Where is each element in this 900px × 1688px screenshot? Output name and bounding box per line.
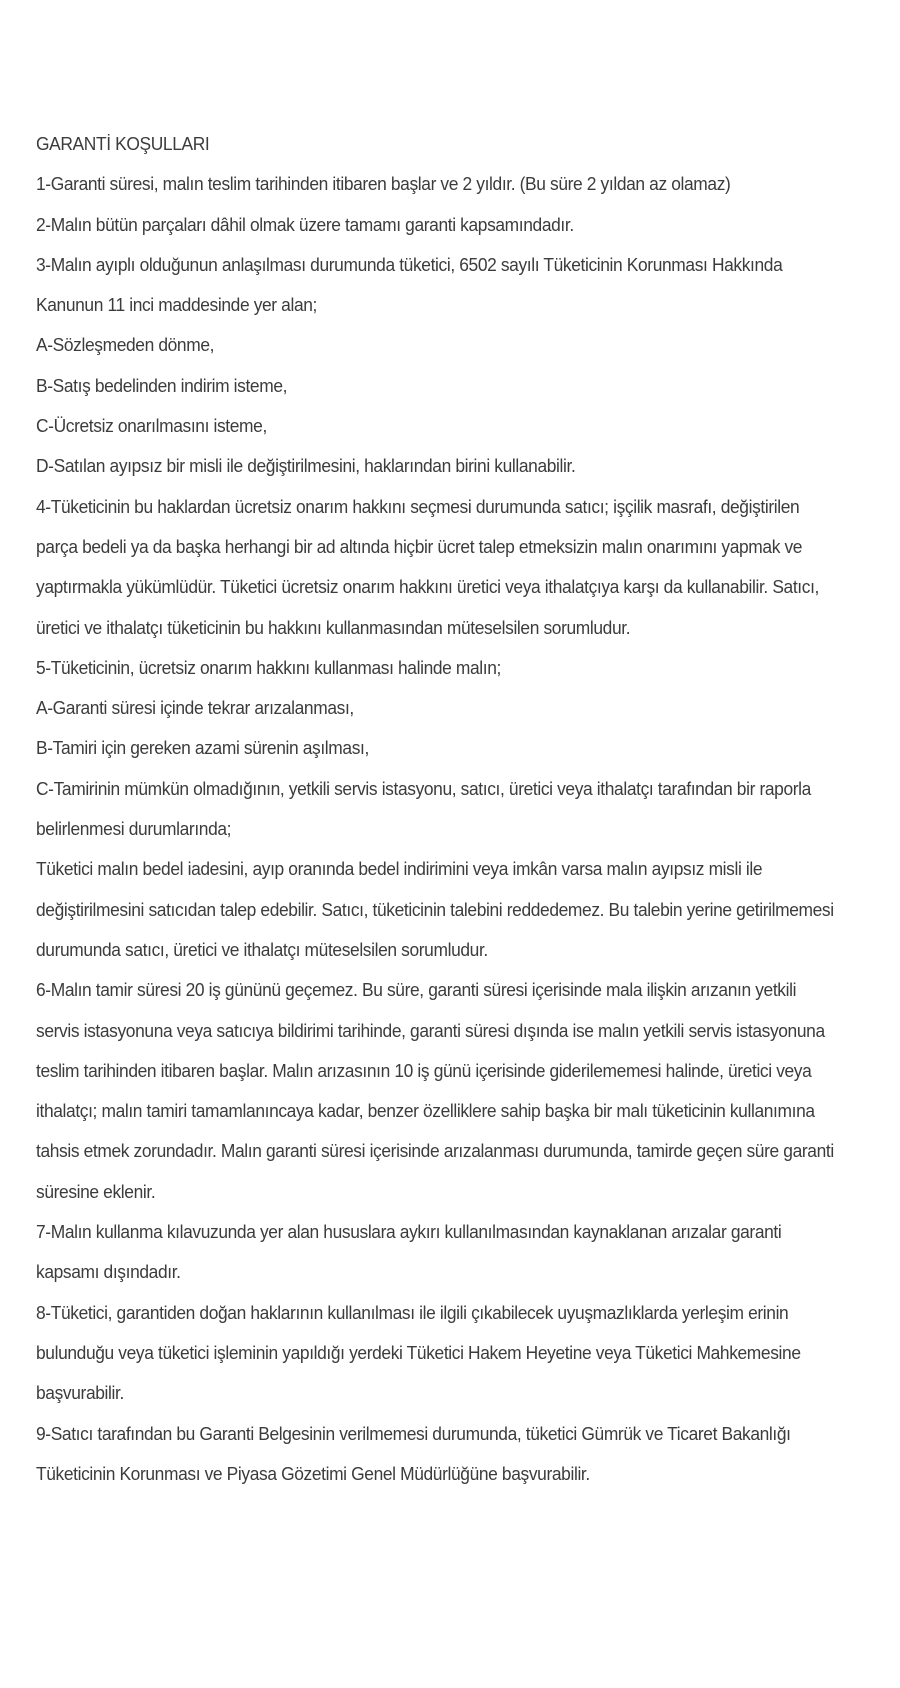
paragraph-5: 5-Tüketicinin, ücretsiz onarım hakkını kullanması halinde malın; [36,656,502,678]
paragraph-3d: D-Satılan ayıpsız bir misli ile değiştirilmesini, haklarından birini kullanabilir. [36,455,576,477]
document-title: GARANTİ KOŞULLARI [36,133,210,154]
paragraph-3b: B-Satış bedelinden indirim isteme, [36,374,288,396]
paragraph-5-remedy: Tüketici malın bedel iadesini, ayıp oranında bedel indirimini veya imkân varsa malın ayıpsız misli ile değiştirilmesini satıcıdan talep edebilir. Satıcı, tüketicinin talebini reddedemez. Bu talebin yerine getirilmemesi durumunda satıcı, üretici ve ithalatçı müteselsilen sorumludur. [36,858,834,960]
paragraph-8: 8-Tüketici, garantiden doğan haklarının kullanılması ile ilgili çıkabilecek uyuşmazlıklarda yerleşim erinin bulunduğu veya tüketici işleminin yapıldığı yerdeki Tüketici Hakem Heyetine veya Tüketici Mahkemesine başvurabilir. [36,1301,801,1404]
paragraph-1: 1-Garanti süresi, malın teslim tarihinden itibaren başlar ve 2 yıldır. (Bu süre 2 yıldan az olamaz) [36,173,731,195]
paragraph-9: 9-Satıcı tarafından bu Garanti Belgesinin verilmemesi durumunda, tüketici Gümrük ve Ticaret Bakanlığı Tüketicinin Korunması ve Piyasa Gözetimi Genel Müdürlüğüne başvurabilir. [36,1422,791,1484]
paragraph-5c: C-Tamirinin mümkün olmadığının, yetkili servis istasyonu, satıcı, üretici veya ithalatçı tarafından bir raporla belirlenmesi durumlarında; [36,777,811,840]
paragraph-5a: A-Garanti süresi içinde tekrar arızalanması, [36,697,354,719]
paragraph-7: 7-Malın kullanma kılavuzunda yer alan hususlara aykırı kullanılmasından kaynaklanan arızalar garanti kapsamı dışındadır. [36,1221,782,1283]
paragraph-2: 2-Malın bütün parçaları dâhil olmak üzere tamamı garanti kapsamındadır. [36,213,574,235]
paragraph-3: 3-Malın ayıplı olduğunun anlaşılması durumunda tüketici, 6502 sayılı Tüketicinin Korunması Hakkında Kanunun 11 inci maddesinde yer alan; [36,253,783,316]
paragraph-3c: C-Ücretsiz onarılmasını isteme, [36,415,267,437]
paragraph-5b: B-Tamiri için gereken azami sürenin aşılması, [36,737,369,759]
paragraph-6: 6-Malın tamir süresi 20 iş gününü geçemez. Bu süre, garanti süresi içerisinde mala ilişkin arızanın yetkili servis istasyonuna veya satıcıya bildirimi tarihinde, garanti süresi dışında ise malın yetkili servis istasyonuna teslim tarihinden itibaren başlar. Malın arızasının 10 iş günü içerisinde giderilememesi halinde, üretici veya ithalatçı; malın tamiri tamamlanıncaya kadar, benzer özelliklere sahip başka bir malı tüketicinin kullanımına tahsis etmek zorundadır. Malın garanti süresi içerisinde arızalanması durumunda, tamirde geçen süre garanti süresine eklenir. [36,979,834,1202]
warranty-terms-document [36,124,841,1494]
paragraph-3a: A-Sözleşmeden dönme, [36,334,215,356]
paragraph-4: 4-Tüketicinin bu haklardan ücretsiz onarım hakkını seçmesi durumunda satıcı; işçilik masrafı, değiştirilen parça bedeli ya da başka herhangi bir ad altında hiçbir ücret talep etmeksizin malın onarımını yapmak ve yaptırmakla yükümlüdür. Tüketici ücretsiz onarım hakkını üretici veya ithalatçıya karşı da kullanabilir. Satıcı, üretici ve ithalatçı tüketicinin bu hakkını kullanmasından müteselsilen sorumludur. [36,495,819,638]
